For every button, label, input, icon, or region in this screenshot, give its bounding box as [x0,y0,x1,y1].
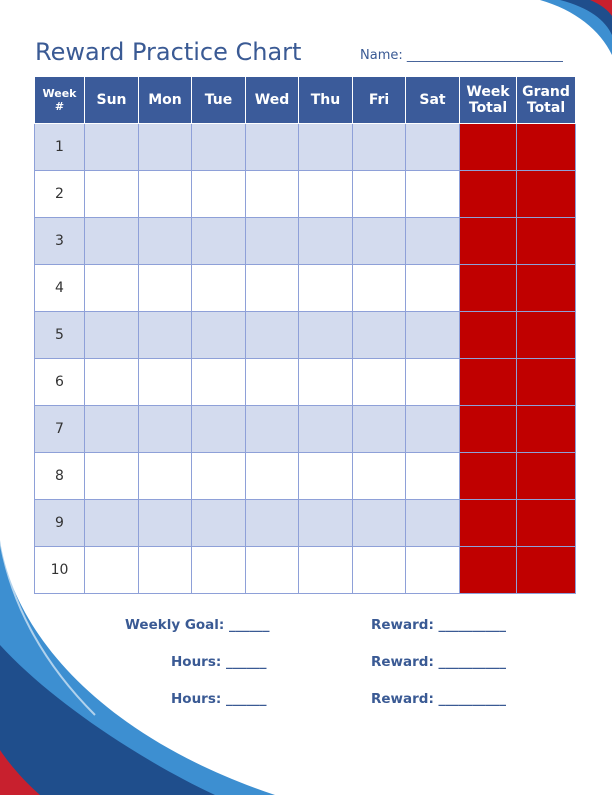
week-number-cell: 1 [35,124,85,171]
day-cell-sat[interactable] [406,500,460,547]
week-total-cell[interactable] [460,312,517,359]
day-cell-wed[interactable] [246,124,299,171]
table-row [35,218,576,265]
day-cell-thu[interactable] [299,218,353,265]
table-row [35,312,576,359]
grand-total-cell[interactable] [517,500,576,547]
day-cell-sun[interactable] [85,359,139,406]
day-cell-fri[interactable] [353,547,406,594]
day-cell-sun[interactable] [85,500,139,547]
week-total-cell[interactable] [460,218,517,265]
day-cell-fri[interactable] [353,218,406,265]
name-field[interactable]: Name: ________________________ [360,48,563,63]
week-total-cell[interactable] [460,500,517,547]
grand-total-cell[interactable] [517,359,576,406]
week-number-cell: 6 [35,359,85,406]
day-cell-sat[interactable] [406,359,460,406]
day-cell-mon[interactable] [139,171,192,218]
day-cell-wed[interactable] [246,406,299,453]
day-cell-fri[interactable] [353,124,406,171]
day-cell-sun[interactable] [85,453,139,500]
header-wed: Wed [246,77,299,124]
day-cell-sat[interactable] [406,312,460,359]
grand-total-cell[interactable] [517,453,576,500]
header-thu: Thu [299,77,353,124]
day-cell-thu[interactable] [299,547,353,594]
weekly-goal-field[interactable]: Weekly Goal: ______ [125,617,270,633]
day-cell-tue[interactable] [192,171,246,218]
header-mon: Mon [139,77,192,124]
grand-total-cell[interactable] [517,218,576,265]
day-cell-thu[interactable] [299,453,353,500]
day-cell-tue[interactable] [192,359,246,406]
week-number-cell: 2 [35,171,85,218]
day-cell-sat[interactable] [406,547,460,594]
day-cell-mon[interactable] [139,359,192,406]
table-row [35,171,576,218]
day-cell-wed[interactable] [246,171,299,218]
day-cell-sat[interactable] [406,171,460,218]
week-number-cell: 9 [35,500,85,547]
day-cell-sat[interactable] [406,453,460,500]
day-cell-mon[interactable] [139,547,192,594]
header-week: Week # [35,77,85,124]
day-cell-tue[interactable] [192,312,246,359]
day-cell-tue[interactable] [192,453,246,500]
day-cell-fri[interactable] [353,171,406,218]
reward-field-2[interactable]: Reward: __________ [371,654,507,670]
table-row [35,500,576,547]
header-row [35,77,576,124]
week-number-cell: 3 [35,218,85,265]
day-cell-fri[interactable] [353,500,406,547]
day-cell-sun[interactable] [85,547,139,594]
week-number-cell: 5 [35,312,85,359]
week-total-cell[interactable] [460,453,517,500]
day-cell-sun[interactable] [85,124,139,171]
table-row [35,406,576,453]
header-week-total: Week Total [460,77,517,124]
day-cell-tue[interactable] [192,547,246,594]
week-number-cell: 10 [35,547,85,594]
chart-body [35,124,576,594]
practice-chart-table [34,76,576,594]
grand-total-cell[interactable] [517,265,576,312]
table-row [35,124,576,171]
day-cell-tue[interactable] [192,500,246,547]
grand-total-cell[interactable] [517,312,576,359]
day-cell-thu[interactable] [299,359,353,406]
day-cell-thu[interactable] [299,124,353,171]
header-sun: Sun [85,77,139,124]
week-total-cell[interactable] [460,265,517,312]
reward-field-3[interactable]: Reward: __________ [371,691,507,707]
day-cell-fri[interactable] [353,453,406,500]
table-row [35,547,576,594]
day-cell-sat[interactable] [406,406,460,453]
reward-field-1[interactable]: Reward: __________ [371,617,507,633]
table-row [35,453,576,500]
week-total-cell[interactable] [460,171,517,218]
day-cell-wed[interactable] [246,265,299,312]
hours-field-1[interactable]: Hours: ______ [171,654,267,670]
day-cell-wed[interactable] [246,547,299,594]
day-cell-mon[interactable] [139,312,192,359]
day-cell-fri[interactable] [353,312,406,359]
header-grand-total: Grand Total [517,77,576,124]
week-total-cell[interactable] [460,547,517,594]
table-row [35,359,576,406]
day-cell-thu[interactable] [299,500,353,547]
day-cell-wed[interactable] [246,218,299,265]
day-cell-tue[interactable] [192,265,246,312]
day-cell-fri[interactable] [353,359,406,406]
day-cell-fri[interactable] [353,406,406,453]
week-number-cell: 8 [35,453,85,500]
day-cell-wed[interactable] [246,500,299,547]
day-cell-mon[interactable] [139,406,192,453]
day-cell-thu[interactable] [299,406,353,453]
header-tue: Tue [192,77,246,124]
day-cell-wed[interactable] [246,359,299,406]
day-cell-thu[interactable] [299,171,353,218]
header-fri: Fri [353,77,406,124]
day-cell-mon[interactable] [139,265,192,312]
day-cell-mon[interactable] [139,453,192,500]
week-total-cell[interactable] [460,124,517,171]
day-cell-wed[interactable] [246,453,299,500]
week-number-cell: 7 [35,406,85,453]
day-cell-tue[interactable] [192,406,246,453]
day-cell-sat[interactable] [406,265,460,312]
day-cell-thu[interactable] [299,312,353,359]
header-sat: Sat [406,77,460,124]
hours-field-2[interactable]: Hours: ______ [171,691,267,707]
day-cell-fri[interactable] [353,265,406,312]
day-cell-mon[interactable] [139,124,192,171]
table-row [35,265,576,312]
page-title: Reward Practice Chart [35,38,302,66]
day-cell-sun[interactable] [85,406,139,453]
day-cell-sun[interactable] [85,312,139,359]
grand-total-cell[interactable] [517,124,576,171]
day-cell-sun[interactable] [85,218,139,265]
day-cell-wed[interactable] [246,312,299,359]
grand-total-cell[interactable] [517,171,576,218]
day-cell-thu[interactable] [299,265,353,312]
week-total-cell[interactable] [460,406,517,453]
day-cell-mon[interactable] [139,500,192,547]
day-cell-mon[interactable] [139,218,192,265]
day-cell-sat[interactable] [406,124,460,171]
week-number-cell: 4 [35,265,85,312]
day-cell-sun[interactable] [85,265,139,312]
day-cell-tue[interactable] [192,218,246,265]
grand-total-cell[interactable] [517,406,576,453]
day-cell-sun[interactable] [85,171,139,218]
week-total-cell[interactable] [460,359,517,406]
day-cell-sat[interactable] [406,218,460,265]
day-cell-tue[interactable] [192,124,246,171]
grand-total-cell[interactable] [517,547,576,594]
